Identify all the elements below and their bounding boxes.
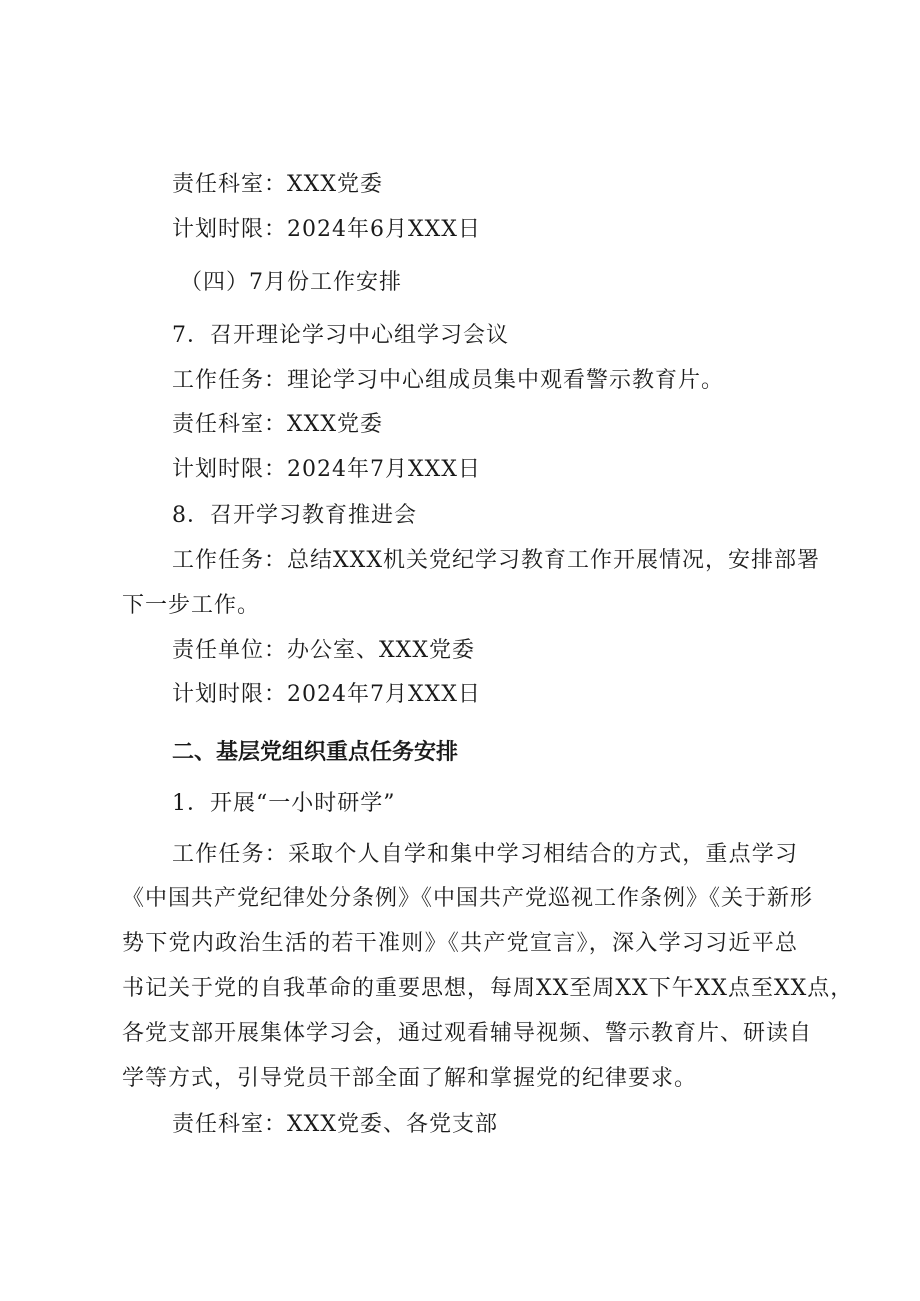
item-1-task-line-1: 工作任务：采取个人自学和集中学习相结合的方式，重点学习 xyxy=(172,842,798,867)
item-7-responsible-office: 责任科室：XXX党委 xyxy=(172,412,383,437)
item-1-task-line-5: 各党支部开展集体学习会，通过观看辅导视频、警示教育片、研读自 xyxy=(122,1021,813,1046)
item-1-title: 1．开展“一小时研学” xyxy=(172,791,396,816)
item-8-task-line-1: 工作任务：总结XXX机关党纪学习教育工作开展情况，安排部署 xyxy=(172,548,820,573)
item-1-task-line-3: 势下党内政治生活的若干准则》《共产党宣言》，深入学习习近平总 xyxy=(122,931,798,956)
item-8-title: 8．召开学习教育推进会 xyxy=(172,503,417,528)
item-8-task-line-2: 下一步工作。 xyxy=(122,593,261,618)
section-heading-july: （四）7月份工作安排 xyxy=(180,270,402,295)
item-8-deadline: 计划时限：2024年7月XXX日 xyxy=(172,682,481,707)
responsible-office-line: 责任科室：XXX党委 xyxy=(172,172,383,197)
section-two-heading: 二、基层党组织重点任务安排 xyxy=(172,740,459,765)
item-7-task: 工作任务：理论学习中心组成员集中观看警示教育片。 xyxy=(172,368,725,393)
item-1-responsible-office: 责任科室：XXX党委、各党支部 xyxy=(172,1112,498,1137)
plan-deadline-line: 计划时限：2024年6月XXX日 xyxy=(172,217,481,242)
item-1-task-line-6: 学等方式，引导党员干部全面了解和掌握党的纪律要求。 xyxy=(122,1066,698,1091)
item-1-task-line-4: 书记关于党的自我革命的重要思想，每周XX至周XX下午XX点至XX点， xyxy=(122,976,854,1001)
item-8-responsible-unit: 责任单位：办公室、XXX党委 xyxy=(172,638,475,663)
item-7-title: 7．召开理论学习中心组学习会议 xyxy=(172,323,509,348)
item-7-deadline: 计划时限：2024年7月XXX日 xyxy=(172,457,481,482)
item-1-task-line-2: 《中国共产党纪律处分条例》《中国共产党巡视工作条例》《关于新形 xyxy=(122,886,814,911)
